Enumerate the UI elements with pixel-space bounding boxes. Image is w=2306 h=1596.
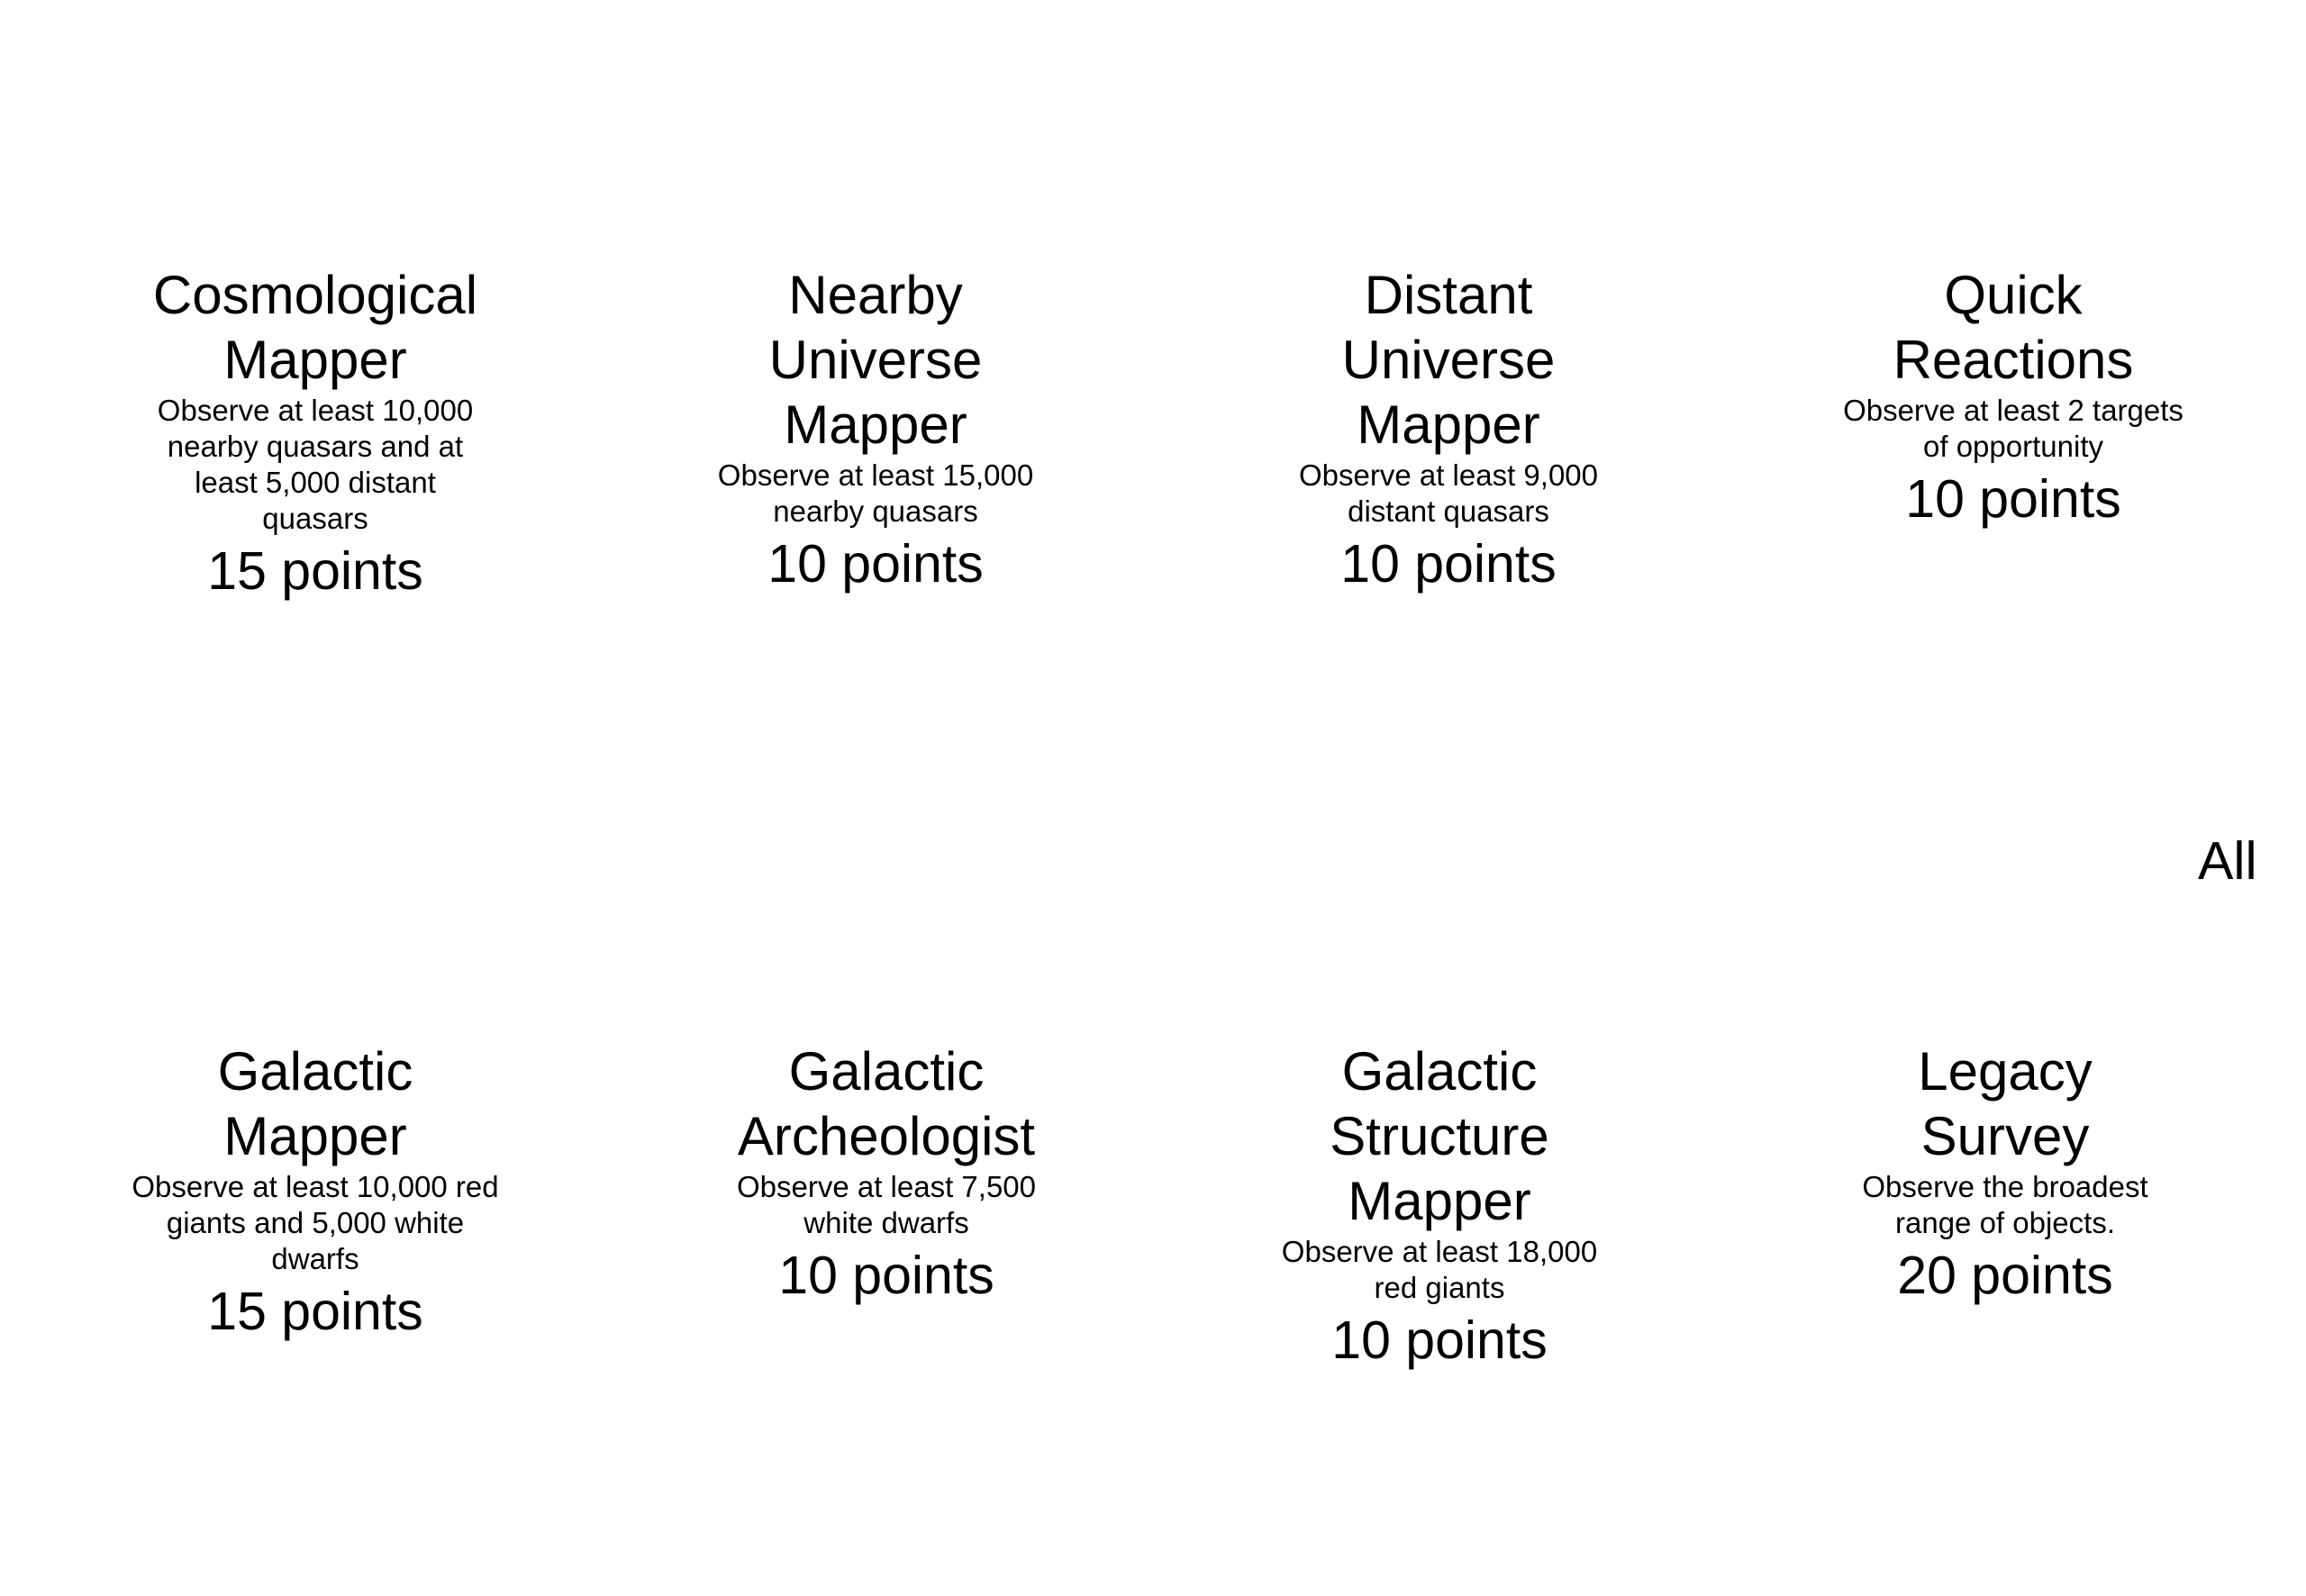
achievement-card-galactic-mapper — [122, 1039, 509, 1342]
achievement-card-distant-universe-mapper — [1259, 263, 1638, 594]
achievement-description: Observe at least 7,500 white dwarfs — [736, 1170, 1037, 1239]
achievement-card-quick-reactions — [1824, 263, 2202, 530]
achievement-description: Observe at least 15,000 nearby quasars — [717, 458, 1034, 528]
achievement-card-galactic-archeologist — [697, 1039, 1076, 1306]
achievement-points: 10 points — [1340, 534, 1557, 594]
achievement-points: 20 points — [1897, 1246, 2113, 1305]
achievement-title: Galactic Structure Mapper — [1330, 1041, 1549, 1231]
achievement-description: Observe at least 18,000 red giants — [1281, 1235, 1598, 1304]
achievement-points: 10 points — [767, 534, 984, 594]
achievement-description: Observe at least 2 targets of opportunity — [1843, 394, 2183, 463]
achievement-points: 10 points — [778, 1246, 994, 1305]
achievement-card-legacy-survey — [1816, 1039, 2194, 1306]
achievement-card-nearby-universe-mapper — [686, 263, 1065, 594]
achievement-title: Quick Reactions — [1893, 265, 2134, 390]
achievement-description: Observe at least 9,000 distant quasars — [1298, 458, 1599, 528]
achievement-points: 15 points — [207, 541, 423, 601]
achievement-title: Galactic Archeologist — [737, 1041, 1036, 1166]
achievement-card-galactic-structure-mapper — [1250, 1039, 1629, 1371]
achievement-card-cosmological-mapper — [122, 263, 509, 602]
achievement-title: Legacy Survey — [1918, 1041, 2093, 1166]
achievement-description: Observe the broadest range of objects. — [1862, 1170, 2148, 1239]
achievement-title: Galactic Mapper — [217, 1041, 413, 1166]
filter-all-label[interactable]: All — [2198, 831, 2257, 891]
achievement-title: Distant Universe Mapper — [1341, 265, 1556, 455]
achievement-title: Nearby Universe Mapper — [768, 265, 983, 455]
achievement-points: 10 points — [1905, 469, 2121, 529]
achievement-points: 15 points — [207, 1282, 423, 1341]
achievement-description: Observe at least 10,000 nearby quasars and at least 5,000 distant quasars — [157, 394, 474, 535]
achievement-description: Observe at least 10,000 red giants and 5,000 white dwarfs — [132, 1170, 499, 1275]
achievement-points: 10 points — [1331, 1310, 1548, 1370]
achievement-title: Cosmological Mapper — [152, 265, 478, 390]
